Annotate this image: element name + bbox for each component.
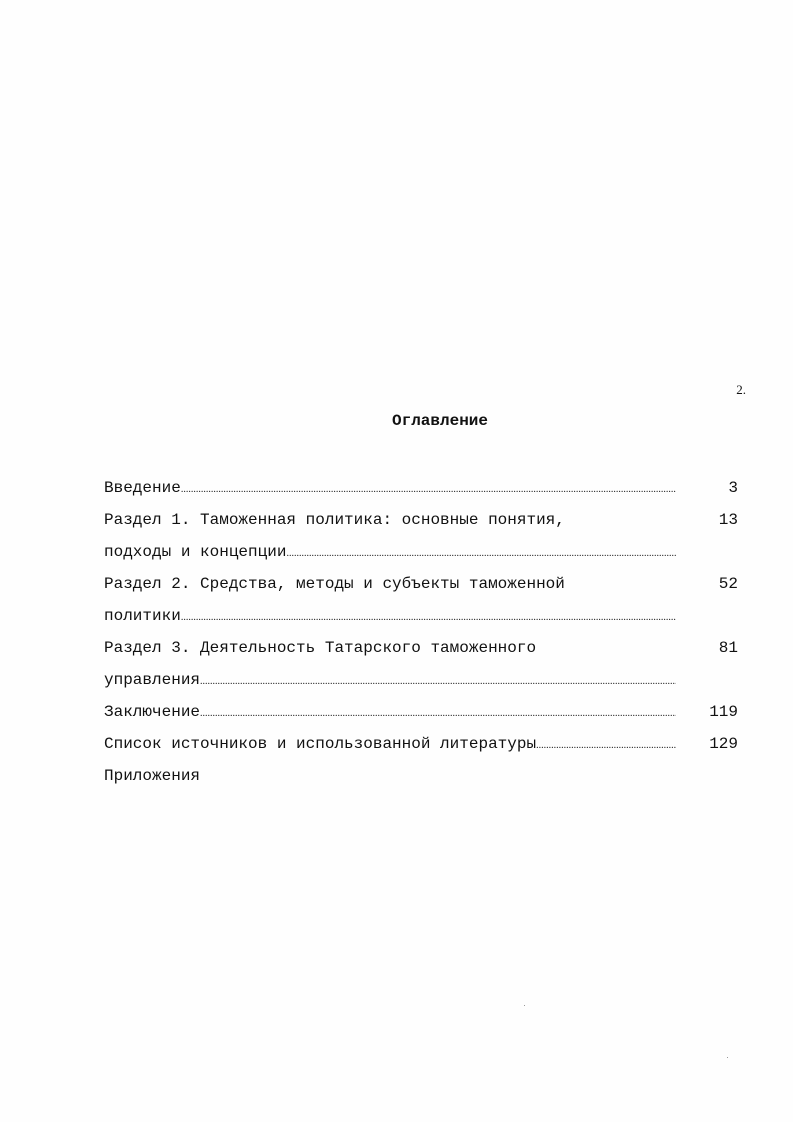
toc-entry-section-1[interactable] (104, 507, 738, 571)
toc-entry-title-continued: политики (104, 607, 181, 625)
dot-leader (536, 733, 676, 759)
table-of-contents (104, 475, 738, 795)
toc-entry-section-2[interactable] (104, 571, 738, 635)
toc-entry-introduction[interactable] (104, 475, 738, 507)
toc-entry-title-continued: управления (104, 671, 201, 689)
dot-leader (286, 541, 676, 567)
toc-entry-title: Список источников и использованной литературы (104, 735, 537, 753)
toc-entry-section-3[interactable] (104, 635, 738, 699)
dot-leader (181, 477, 676, 503)
toc-entry-page: 81 (718, 639, 738, 657)
dot-leader (200, 669, 676, 695)
scan-speck (524, 1005, 525, 1006)
toc-entry-title: Заключение (104, 703, 201, 721)
page-number: 2. (736, 382, 746, 397)
toc-entry-title-continued: подходы и концепции (104, 543, 287, 561)
toc-entry-page: 13 (718, 511, 738, 529)
toc-entry-title: Введение (104, 479, 181, 497)
toc-title: Оглавление (391, 412, 488, 430)
toc-entry-page: 119 (709, 703, 738, 721)
toc-entry-title: Раздел 2. Средства, методы и субъекты таможенной (104, 575, 565, 593)
scan-speck (727, 1057, 728, 1058)
toc-entry-title: Раздел 3. Деятельность Татарского таможенного (104, 639, 537, 657)
toc-entry-title: Приложения (104, 767, 201, 785)
dot-leader (200, 701, 676, 727)
dot-leader (181, 605, 676, 631)
toc-entry-title: Раздел 1. Таможенная политика: основные понятия, (104, 511, 565, 529)
toc-entry-bibliography[interactable] (104, 731, 738, 763)
toc-entry-conclusion[interactable] (104, 699, 738, 731)
toc-entry-appendices[interactable] (104, 763, 738, 795)
toc-entry-page: 3 (728, 479, 738, 497)
toc-entry-page: 129 (709, 735, 738, 753)
toc-entry-page: 52 (718, 575, 738, 593)
